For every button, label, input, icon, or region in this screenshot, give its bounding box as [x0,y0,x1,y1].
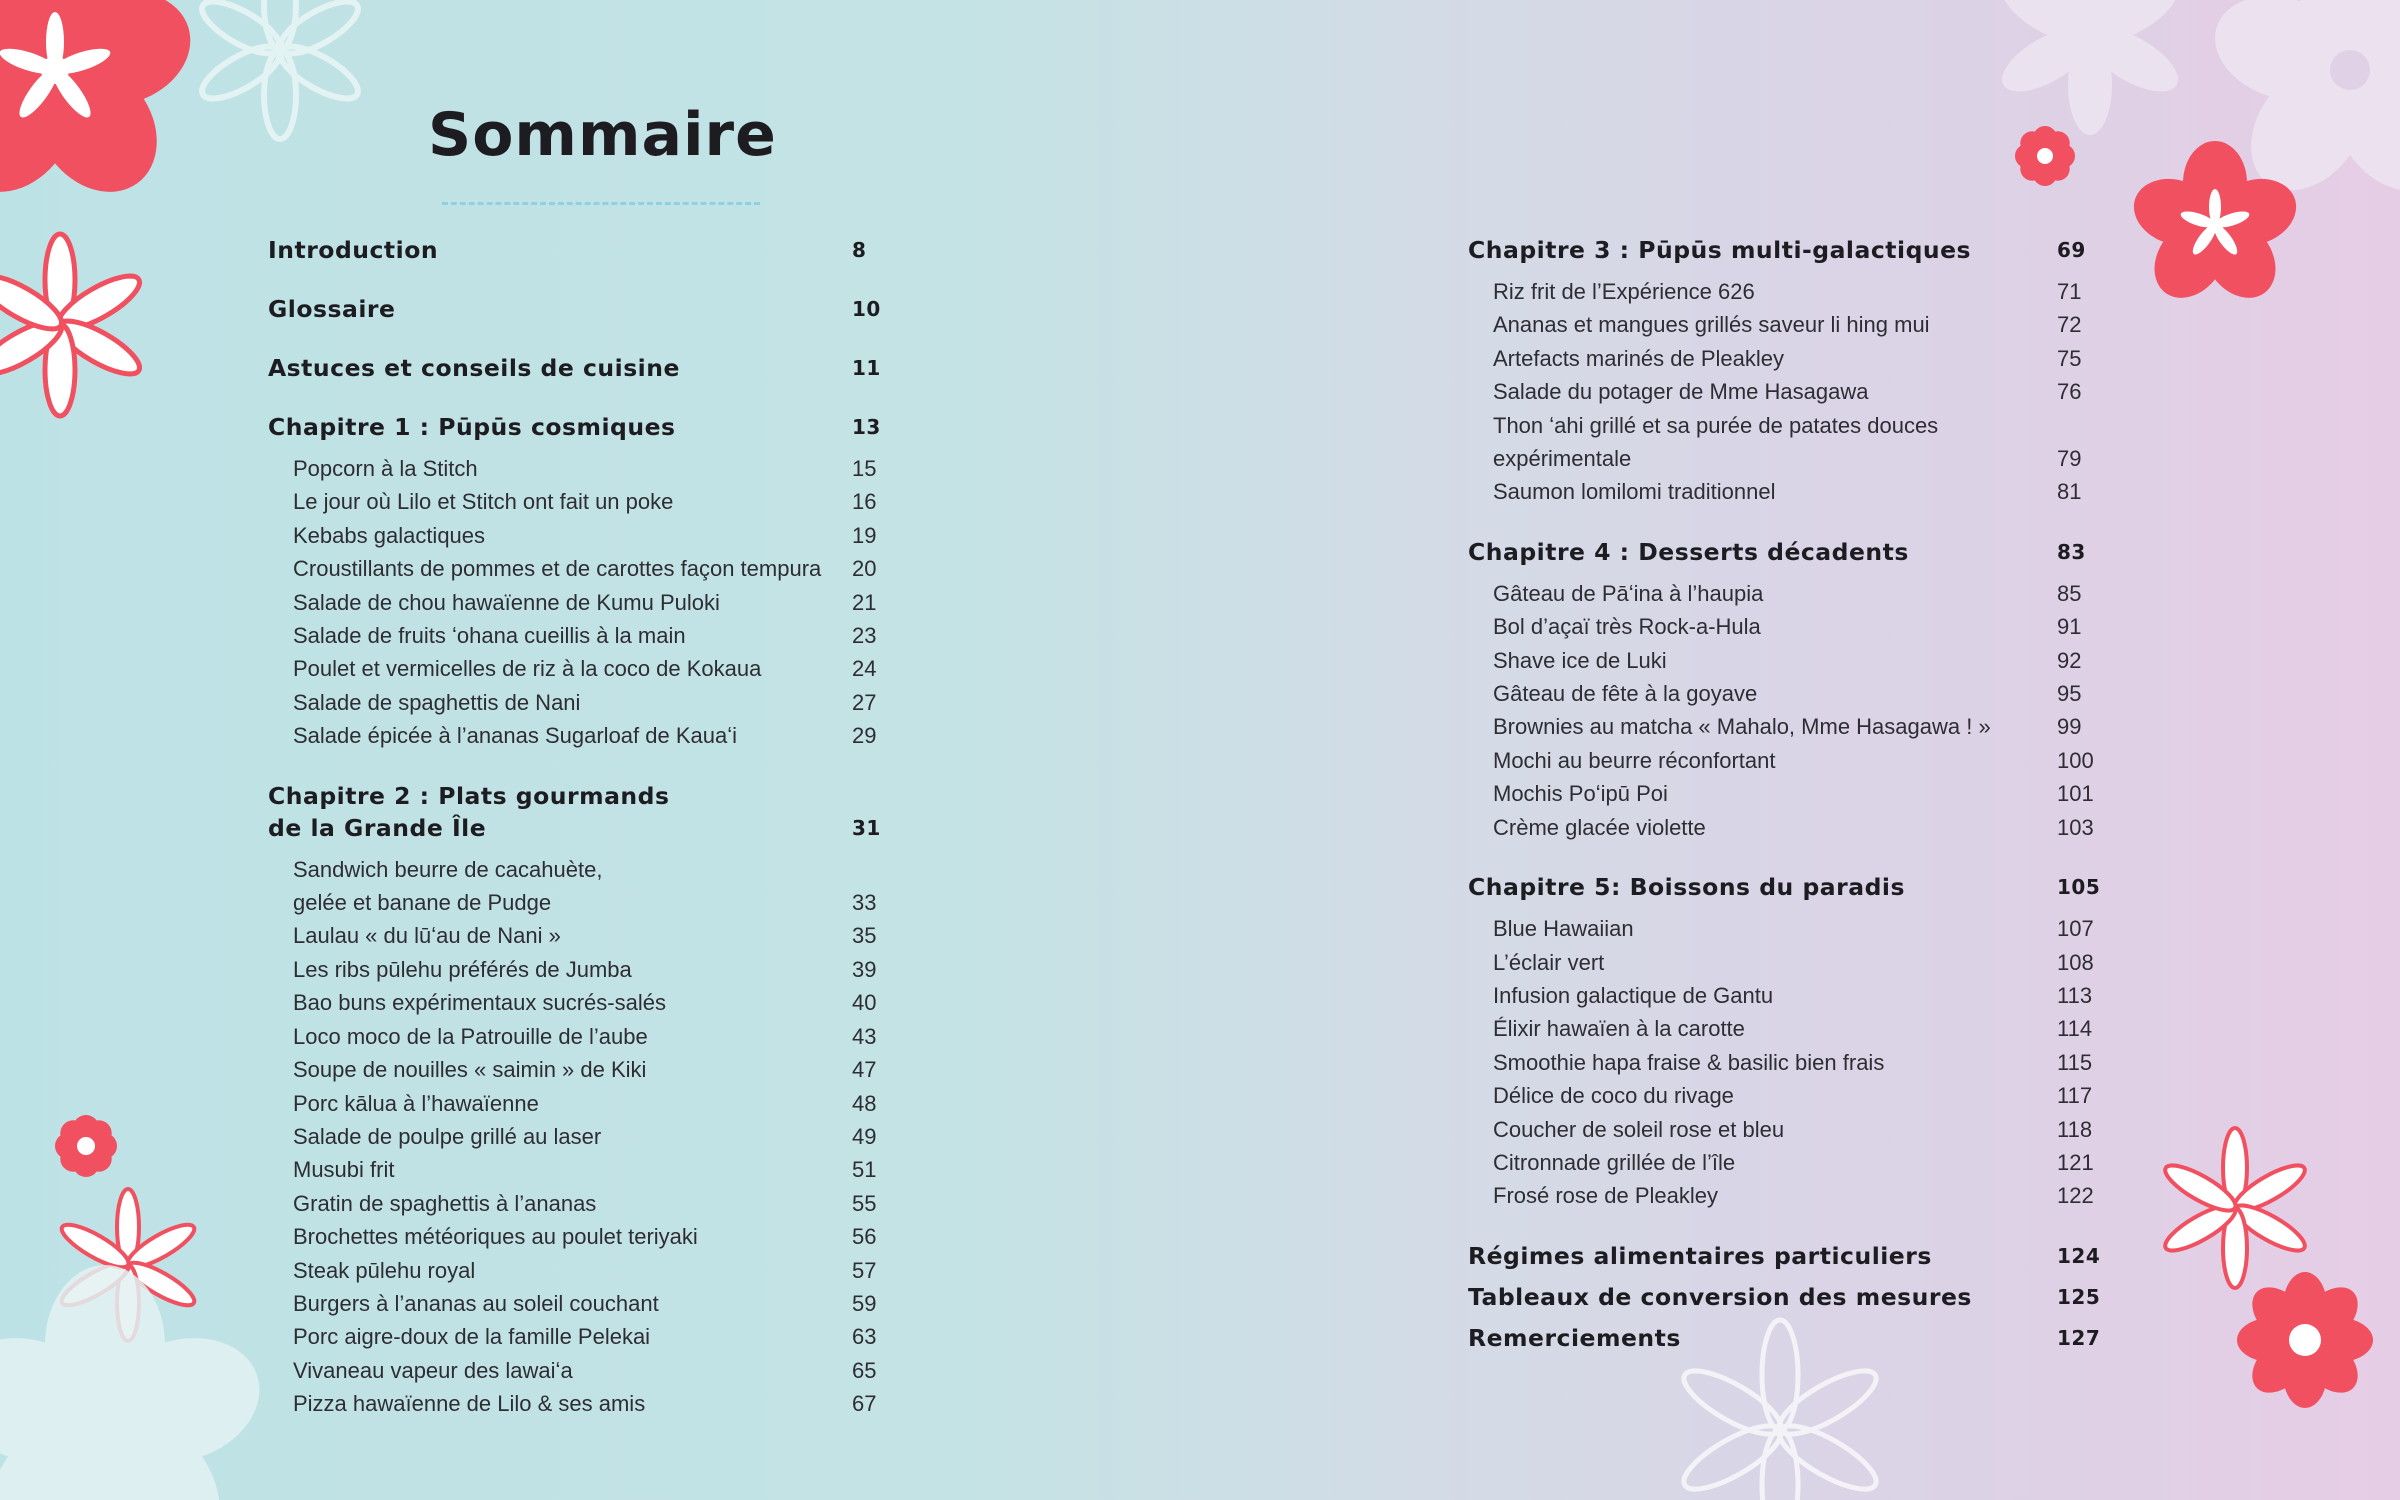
toc-page-number: 108 [2057,949,2094,975]
toc-page-number: 49 [852,1123,877,1149]
toc-entry-title [1493,308,2057,341]
toc-entry-title-line: Salade de spaghettis de Nani [293,689,581,715]
toc-entry-title [1493,577,2057,610]
toc-entry-title [293,485,852,518]
page-title: Sommaire [428,100,777,170]
toc-entry-title-line: Burgers à l’ananas au soleil couchant [293,1290,659,1316]
toc-page-number: 35 [852,923,877,949]
flower-small-red-icon [2015,126,2075,186]
toc-page-number: 101 [2057,781,2094,807]
toc-entry-title-line: Blue Hawaiian [1493,916,1634,942]
toc-page-number: 47 [852,1057,877,1083]
toc-page-number: 33 [852,890,877,916]
toc-recipe-entry[interactable] [1468,644,2105,677]
toc-entry-title-line: Introduction [268,236,439,264]
toc-entry-title [293,719,852,752]
toc-left-column [268,234,900,1421]
toc-page-number: 19 [852,522,877,548]
toc-entry-title-line: Gâteau de Pāʻina à l’haupia [1493,580,1764,606]
toc-entry-title [1493,811,2057,844]
toc-recipe-entry[interactable] [268,1254,900,1287]
toc-entry-title-line: Salade de chou hawaïenne de Kumu Puloki [293,589,720,615]
toc-page-number: 91 [2057,614,2082,640]
toc-entry-title [1468,1322,2057,1354]
toc-entry-title [293,1020,852,1053]
toc-recipe-entry[interactable] [268,1387,900,1420]
toc-entry-title-line: Pizza hawaïenne de Lilo & ses amis [293,1391,646,1417]
toc-entry-title-line: Chapitre 2 : Plats gourmands [268,781,670,810]
toc-page-number: 79 [2057,446,2082,472]
toc-page-number: 107 [2057,916,2094,942]
toc-entry-title [1468,1281,2057,1313]
toc-page-number: 8 [852,238,867,262]
toc-page-number: 115 [2057,1049,2093,1075]
toc-entry-title-line: L’éclair vert [1493,949,1605,975]
toc-recipe-entry[interactable] [1468,409,2105,476]
toc-entry-title-line: Salade épicée à l’ananas Sugarloaf de Kauaʻi [293,723,737,749]
toc-entry-title-line: Loco moco de la Patrouille de l’aube [293,1023,648,1049]
toc-entry-title-line: Les ribs pūlehu préférés de Jumba [293,956,632,982]
toc-entry-title [293,552,852,585]
toc-entry-title [293,519,852,552]
toc-entry-title [1468,234,2057,266]
toc-entry-title-line: Gâteau de fête à la goyave [1493,681,1758,707]
toc-entry-title-line: Salade du potager de Mme Hasagawa [1493,379,1869,405]
toc-entry-title-line: Glossaire [268,295,396,323]
toc-recipe-entry[interactable] [268,919,900,952]
toc-entry-title-line: Tableaux de conversion des mesures [1468,1282,1972,1311]
toc-page-number: 81 [2057,479,2082,505]
toc-entry-title-line: Poulet et vermicelles de riz à la coco de Kokaua [293,656,762,682]
toc-entry-title [1468,871,2057,903]
toc-entry-title [293,986,852,1019]
toc-recipe-entry[interactable] [268,719,900,752]
toc-entry-title [1493,677,2057,710]
toc-entry-title [293,686,852,719]
toc-entry-title-line: Salade de poulpe grillé au laser [293,1123,602,1149]
toc-page-number: 95 [2057,681,2082,707]
toc-entry-title-line: Saumon lomilomi traditionnel [1493,479,1776,505]
toc-page-number: 122 [2057,1183,2094,1209]
toc-entry-title [1468,536,2057,568]
toc-page-number: 27 [852,689,877,715]
toc-recipe-entry[interactable] [268,619,900,652]
toc-recipe-entry[interactable] [1468,342,2105,375]
toc-recipe-entry[interactable] [1468,1046,2105,1079]
toc-recipe-entry[interactable] [1468,308,2105,341]
toc-page-number: 24 [852,656,877,682]
toc-page-number: 48 [852,1090,877,1116]
toc-recipe-entry[interactable] [268,1287,900,1320]
toc-page-number: 72 [2057,312,2082,338]
toc-page-number: 55 [852,1190,877,1216]
toc-entry-title-line: gelée et banane de Pudge [293,890,552,916]
toc-page-number: 63 [852,1324,877,1350]
toc-entry-title-line: Brochettes météoriques au poulet teriyaki [293,1224,698,1250]
toc-page-number: 29 [852,723,877,749]
toc-entry-title [293,1187,852,1220]
toc-entry-title [293,953,852,986]
toc-entry-title-line: Chapitre 4 : Desserts décadents [1468,537,1909,566]
toc-chapter-entry[interactable] [1468,871,2105,903]
toc-page-number: 16 [852,489,877,515]
toc-page-number: 39 [852,956,877,982]
toc-chapter-entry[interactable] [1468,1240,2105,1272]
toc-recipe-entry[interactable] [1468,1146,2105,1179]
title-dashed-divider [442,202,760,205]
toc-entry-title [293,1220,852,1253]
toc-recipe-entry[interactable] [268,1320,900,1353]
toc-entry-title-line: expérimentale [1493,446,1632,472]
toc-page-number: 13 [852,415,881,439]
toc-page-number: 117 [2057,1083,2093,1109]
toc-page-number: 69 [2057,238,2086,262]
toc-page-number: 103 [2057,814,2094,840]
toc-entry-title-line: Brownies au matcha « Mahalo, Mme Hasagawa ! » [1493,714,1991,740]
toc-entry-title [268,780,852,844]
toc-entry-title [1493,744,2057,777]
toc-recipe-entry[interactable] [268,485,900,518]
toc-page-number: 43 [852,1023,877,1049]
toc-entry-title [293,619,852,652]
toc-recipe-entry[interactable] [268,1220,900,1253]
toc-entry-title [1493,946,2057,979]
toc-entry-title-line: Shave ice de Luki [1493,647,1667,673]
toc-page-number: 99 [2057,714,2082,740]
toc-right-column [1468,234,2105,1354]
toc-recipe-entry[interactable] [1468,375,2105,408]
toc-entry-title [268,293,852,325]
toc-entry-title-line: Porc kālua à l’hawaïenne [293,1090,539,1116]
flower-white-squiggle-icon [57,1189,200,1341]
toc-entry-title [293,919,852,952]
toc-entry-title [268,234,852,266]
toc-entry-title [1493,375,2057,408]
toc-entry-title-line: Remerciements [1468,1323,1681,1352]
toc-recipe-entry[interactable] [268,552,900,585]
toc-entry-title-line: Coucher de soleil rose et bleu [1493,1116,1785,1142]
toc-entry-title-line: Bol d’açaï très Rock-a-Hula [1493,614,1761,640]
toc-entry-title-line: Chapitre 5: Boissons du paradis [1468,873,1905,902]
toc-entry-title-line: Citronnade grillée de l’île [1493,1149,1736,1175]
toc-entry-title [293,1087,852,1120]
toc-chapter-entry[interactable] [268,234,900,266]
toc-page-number: 15 [852,456,877,481]
toc-recipe-entry[interactable] [1468,946,2105,979]
toc-recipe-entry[interactable] [268,586,900,619]
toc-recipe-entry[interactable] [1468,912,2105,945]
toc-entry-title [268,411,852,443]
toc-entry-title [293,1120,852,1153]
toc-entry-title [293,652,852,685]
toc-entry-title-line: Croustillants de pommes et de carottes façon tempura [293,556,822,582]
toc-entry-title-line: Bao buns expérimentaux sucrés-salés [293,990,666,1016]
toc-entry-title-line: Le jour où Lilo et Stitch ont fait un poke [293,489,674,515]
toc-entry-title-line: Chapitre 1 : Pūpūs cosmiques [268,413,676,441]
toc-entry-title [1493,275,2057,308]
toc-recipe-entry[interactable] [1468,777,2105,810]
toc-recipe-entry[interactable] [268,652,900,685]
toc-entry-title-line: Soupe de nouilles « saimin » de Kiki [293,1057,647,1083]
toc-recipe-entry[interactable] [1468,710,2105,743]
toc-recipe-entry[interactable] [268,986,900,1019]
toc-entry-title [1493,610,2057,643]
toc-page-number: 92 [2057,647,2082,673]
flower-red-icon [2237,1272,2373,1408]
toc-page-number: 76 [2057,379,2082,405]
toc-recipe-entry[interactable] [268,1020,900,1053]
toc-recipe-entry[interactable] [268,1354,900,1387]
flower-pale-squiggle-icon [1992,0,2187,135]
toc-entry-title [1493,644,2057,677]
toc-page-number: 113 [2057,982,2093,1008]
toc-recipe-entry[interactable] [1468,577,2105,610]
toc-chapter-entry[interactable] [1468,1322,2105,1354]
toc-recipe-entry[interactable] [268,686,900,719]
toc-page-number: 124 [2057,1243,2101,1268]
toc-chapter-entry[interactable] [268,293,900,325]
toc-page-number: 51 [852,1157,877,1183]
toc-page-number: 118 [2057,1116,2093,1142]
toc-entry-title [1493,342,2057,375]
toc-entry-title-line: Astuces et conseils de cuisine [268,354,680,382]
toc-page-number: 31 [852,815,881,840]
flower-white-squiggle-icon [2160,1128,2311,1288]
toc-entry-title-line: Mochi au beurre réconfortant [1493,747,1776,773]
toc-page-number: 121 [2057,1149,2094,1175]
toc-entry-title [1493,1046,2057,1079]
toc-entry-title [293,1153,852,1186]
toc-recipe-entry[interactable] [1468,610,2105,643]
toc-recipe-entry[interactable] [268,1120,900,1153]
toc-page-number: 56 [852,1224,877,1250]
toc-recipe-entry[interactable] [1468,1079,2105,1112]
toc-entry-title [293,452,852,485]
toc-entry-title [293,1354,852,1387]
toc-page-number: 67 [852,1391,877,1417]
toc-entry-title [1468,1240,2057,1272]
toc-entry-title [1493,777,2057,810]
toc-recipe-entry[interactable] [1468,811,2105,844]
toc-entry-title-line: Ananas et mangues grillés saveur li hing mui [1493,312,1930,338]
toc-page-number: 83 [2057,539,2086,564]
toc-page-number: 57 [852,1257,877,1283]
toc-recipe-entry[interactable] [268,953,900,986]
toc-recipe-entry[interactable] [1468,1012,2105,1045]
toc-page-number: 21 [852,589,877,615]
toc-entry-title [1493,1179,2057,1212]
toc-entry-title-line: Délice de coco du rivage [1493,1083,1734,1109]
toc-entry-title [293,586,852,619]
toc-page-number: 85 [2057,580,2082,606]
toc-recipe-entry[interactable] [1468,1179,2105,1212]
toc-chapter-entry[interactable] [1468,234,2105,266]
toc-entry-title [1493,1079,2057,1112]
toc-recipe-entry[interactable] [268,1053,900,1086]
toc-entry-title [1493,1012,2057,1045]
toc-recipe-entry[interactable] [1468,677,2105,710]
toc-entry-title-line: Vivaneau vapeur des lawaiʻa [293,1357,573,1383]
toc-entry-title-line: Élixir hawaïen à la carotte [1493,1016,1745,1042]
flower-small-red-icon [55,1115,117,1177]
toc-entry-title-line: Salade de fruits ʻohana cueillis à la main [293,623,686,649]
toc-chapter-entry[interactable] [1468,536,2105,568]
toc-page-number: 10 [852,297,881,321]
toc-page-number: 105 [2057,875,2101,900]
toc-page-number: 40 [852,990,877,1016]
toc-page-number: 100 [2057,747,2094,773]
toc-entry-title-line: Crème glacée violette [1493,814,1706,840]
toc-recipe-entry[interactable] [268,1087,900,1120]
toc-entry-title [293,1287,852,1320]
toc-page-number: 23 [852,623,877,649]
toc-page-number: 20 [852,556,877,582]
toc-page-number: 114 [2057,1016,2093,1042]
toc-entry-title [1493,912,2057,945]
toc-chapter-entry[interactable] [268,780,900,844]
toc-chapter-entry[interactable] [268,352,900,384]
toc-recipe-entry[interactable] [1468,475,2105,508]
toc-entry-title [293,1053,852,1086]
toc-entry-title-line: Sandwich beurre de cacahuète, [293,856,603,882]
toc-recipe-entry[interactable] [1468,275,2105,308]
toc-entry-title [268,352,852,384]
flower-white-squiggle-icon [0,234,146,416]
toc-chapter-entry[interactable] [268,411,900,443]
toc-entry-title-line: Frosé rose de Pleakley [1493,1183,1718,1209]
toc-page-number: 127 [2057,1325,2101,1350]
toc-entry-title [1493,409,2057,476]
toc-entry-title [1493,710,2057,743]
toc-entry-title [1493,1113,2057,1146]
toc-recipe-entry[interactable] [268,519,900,552]
toc-entry-title-line: Riz frit de l’Expérience 626 [1493,279,1755,304]
toc-recipe-entry[interactable] [1468,1113,2105,1146]
toc-entry-title-line: Musubi frit [293,1157,395,1183]
flower-large-pale-icon [0,1265,276,1500]
toc-entry-title-line: Régimes alimentaires particuliers [1468,1241,1932,1270]
toc-page-number: 71 [2057,279,2082,304]
toc-entry-title-line: Chapitre 3 : Pūpūs multi-galactiques [1468,236,1972,264]
toc-entry-title [1493,979,2057,1012]
toc-entry-title [293,1254,852,1287]
toc-entry-title-line: Thon ʻahi grillé et sa purée de patates douces [1493,412,1939,438]
toc-entry-title-line: Infusion galactique de Gantu [1493,982,1774,1008]
toc-entry-title-line: Porc aigre-doux de la famille Pelekai [293,1324,651,1350]
toc-entry-title-line: Steak pūlehu royal [293,1257,476,1283]
toc-entry-title-line: de la Grande Île [268,813,487,842]
toc-page-number: 11 [852,356,881,380]
toc-recipe-entry[interactable] [1468,744,2105,777]
flower-red-hibiscus-icon [2125,141,2305,312]
toc-entry-title-line: Gratin de spaghettis à l’ananas [293,1190,597,1216]
toc-page-number: 125 [2057,1284,2101,1309]
toc-entry-title [293,1320,852,1353]
toc-entry-title-line: Mochis Poʻipū Poi [1493,781,1668,807]
toc-recipe-entry[interactable] [1468,979,2105,1012]
toc-entry-title-line: Laulau « du lūʻau de Nani » [293,923,561,949]
toc-entry-title-line: Kebabs galactiques [293,522,486,548]
toc-page-number: 65 [852,1357,877,1383]
toc-entry-title-line: Artefacts marinés de Pleakley [1493,345,1785,371]
toc-entry-title-line: Popcorn à la Stitch [293,456,478,481]
toc-recipe-entry[interactable] [268,1153,900,1186]
toc-page-number: 75 [2057,345,2082,371]
toc-entry-title [293,1387,852,1420]
toc-entry-title [1493,475,2057,508]
toc-entry-title [293,853,852,920]
toc-entry-title [1493,1146,2057,1179]
toc-entry-title-line: Smoothie hapa fraise & basilic bien frais [1493,1049,1885,1075]
toc-recipe-entry[interactable] [268,1187,900,1220]
toc-chapter-entry[interactable] [1468,1281,2105,1313]
flower-red-hibiscus-icon [0,0,205,216]
toc-recipe-entry[interactable] [268,452,900,485]
flower-pale-large-icon [2201,0,2400,213]
toc-recipe-entry[interactable] [268,853,900,920]
flower-pale-outline-icon [195,0,365,139]
toc-page-number: 59 [852,1290,877,1316]
